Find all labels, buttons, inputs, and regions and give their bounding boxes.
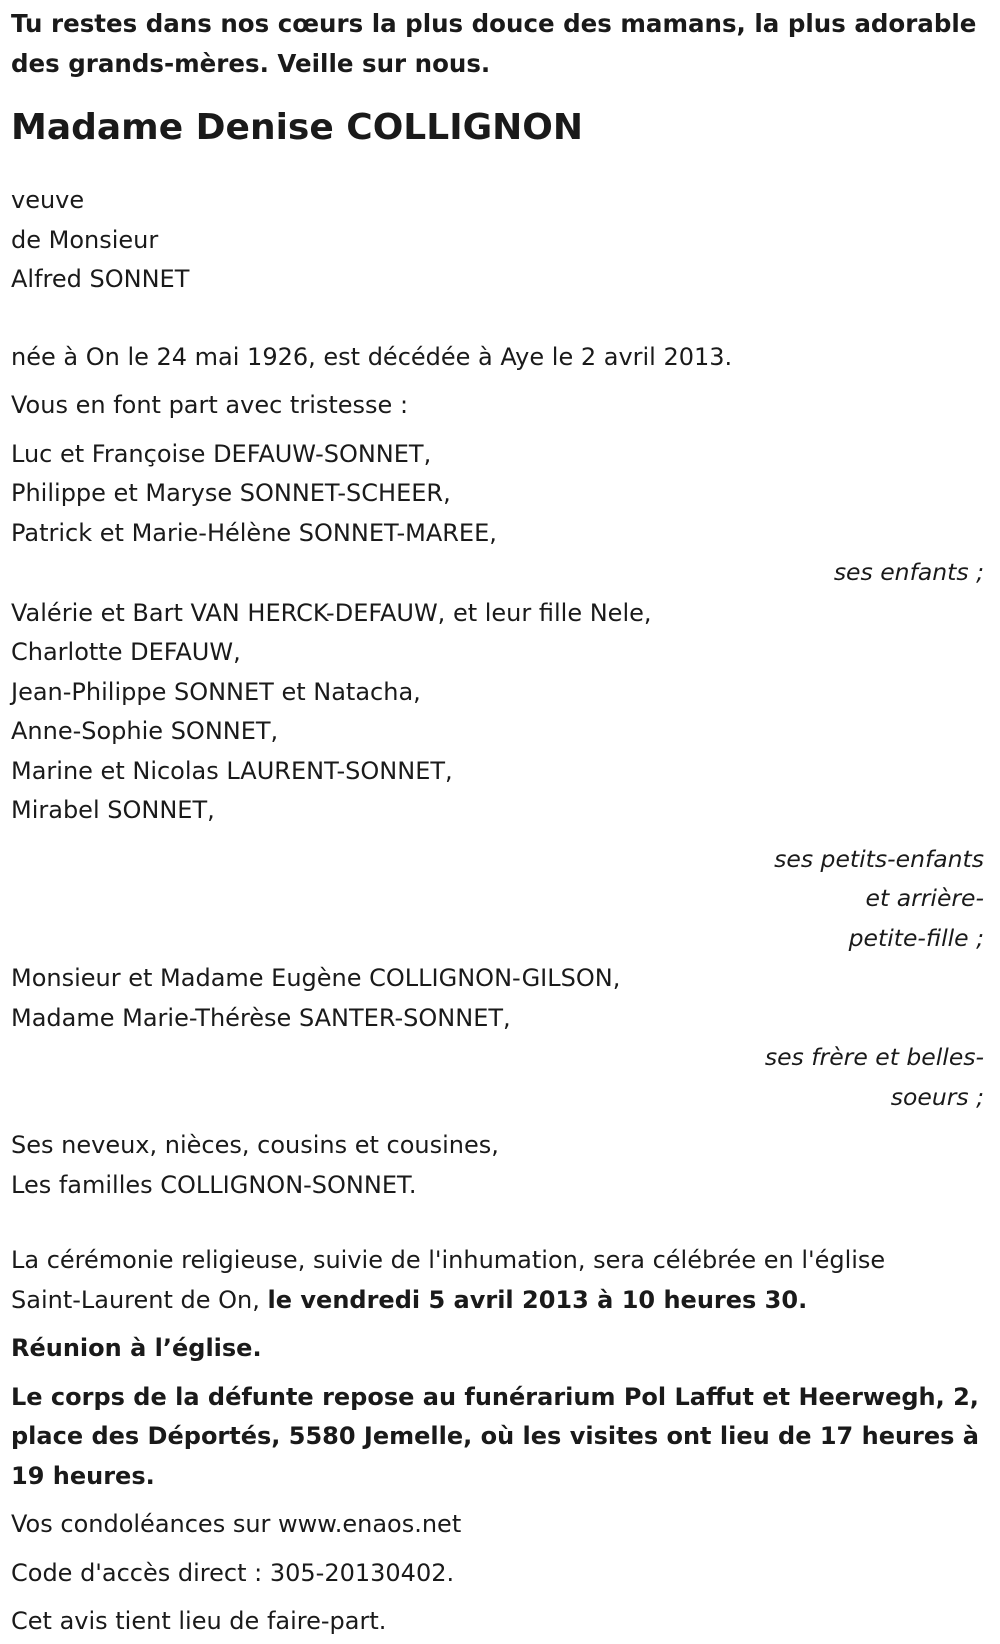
sibling-1: Monsieur et Madame Eugène COLLIGNON-GILSON, xyxy=(11,964,621,992)
ceremony-line-1: La cérémonie religieuse, suivie de l'inhumation, sera célébrée en l'église xyxy=(11,1246,886,1274)
grandchild-1: Valérie et Bart VAN HERCK-DEFAUW, et leur fille Nele, xyxy=(11,598,652,627)
siblings-label-1: ses frère et belles- xyxy=(764,1043,984,1071)
access-code-line: Code d'accès direct : 305-20130402. xyxy=(11,1558,455,1587)
closing-line: Cet avis tient lieu de faire-part. xyxy=(11,1607,387,1635)
grandchild-3: Jean-Philippe SONNET et Natacha, xyxy=(11,677,421,706)
child-3: Patrick et Marie-Hélène SONNET-MAREE, xyxy=(11,518,497,547)
announcement-line: Vous en font part avec tristesse : xyxy=(11,391,409,419)
siblings-label-2: soeurs ; xyxy=(890,1082,984,1111)
deceased-name: Madame Denise COLLIGNON xyxy=(11,107,583,148)
child-1: Luc et Françoise DEFAUW-SONNET, xyxy=(11,439,432,468)
ceremony-date: le vendredi 5 avril 2013 à 10 heures 30. xyxy=(267,1285,808,1314)
intro-dedication: Tu restes dans nos cœurs la plus douce des mamans, la plus adorable des grands-mères. Veille sur nous. xyxy=(11,9,977,78)
meeting-line: Réunion à l’église. xyxy=(11,1334,262,1362)
grandchild-4: Anne-Sophie SONNET, xyxy=(11,717,279,745)
grandchild-5: Marine et Nicolas LAURENT-SONNET, xyxy=(11,756,453,785)
spouse-line-2: de Monsieur xyxy=(11,225,159,254)
ceremony-place: Saint-Laurent de On, xyxy=(11,1285,260,1314)
grandchildren-label-2: et arrière- xyxy=(865,884,984,912)
birth-death-line: née à On le 24 mai 1926, est décédée à Aye le 2 avril 2013. xyxy=(11,342,733,371)
funeral-home-paragraph: Le corps de la défunte repose au funérarium Pol Laffut et Heerwegh, 2, place des Déportés, 5580 Jemelle, où les visites ont lieu de 17 heures à 19 heures. xyxy=(11,1382,980,1490)
grandchildren-label-3: petite-fille ; xyxy=(848,923,984,952)
relatives-2: Les familles COLLIGNON-SONNET. xyxy=(11,1170,417,1199)
children-label: ses enfants ; xyxy=(833,558,984,586)
spouse-line-1: veuve xyxy=(11,186,85,214)
spouse-line-3: Alfred SONNET xyxy=(11,265,190,293)
condolences-line: Vos condoléances sur www.enaos.net xyxy=(11,1510,462,1538)
ceremony-line-2 xyxy=(11,1281,986,1321)
obituary-notice xyxy=(11,4,986,1642)
sibling-2: Madame Marie-Thérèse SANTER-SONNET, xyxy=(11,1003,511,1032)
grandchildren-label-1: ses petits-enfants xyxy=(774,844,984,873)
grandchild-2: Charlotte DEFAUW, xyxy=(11,638,241,666)
grandchild-6: Mirabel SONNET, xyxy=(11,796,215,824)
relatives-1: Ses neveux, nièces, cousins et cousines, xyxy=(11,1131,499,1159)
child-2: Philippe et Maryse SONNET-SCHEER, xyxy=(11,479,451,507)
